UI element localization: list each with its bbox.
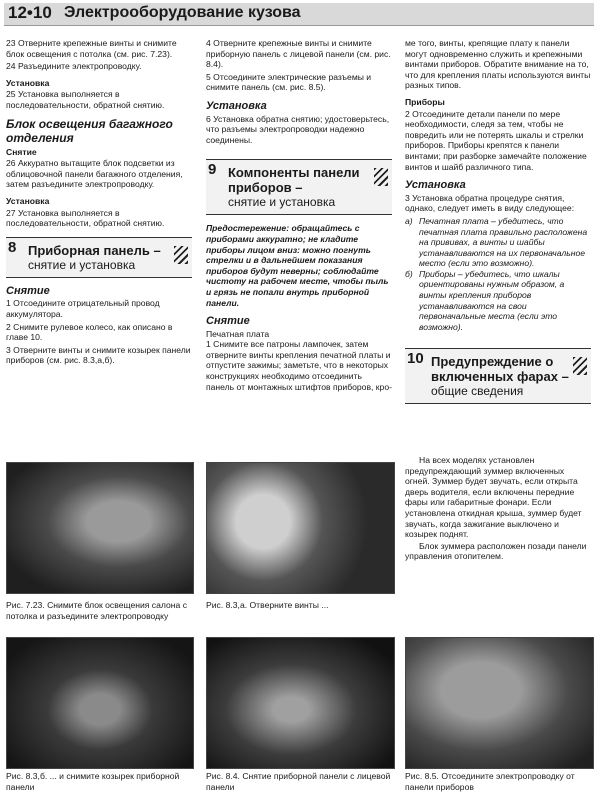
column-1 [6, 38, 192, 368]
section-number: 8 [8, 238, 17, 256]
paragraph: 25 Установка выполняется в последовательности, обратной снятию. [6, 89, 165, 110]
paragraph: 2 Отсоедините детали панели по мере необходимости, следя за тем, чтобы не повредить или не потерять шкалы и стрелки приборов. Приборы крепятся к панели винтами; при разборке замечайте положение винтов и шайб различного типа. [405, 108, 587, 172]
paragraph: 6 Установка обратна снятию; удостоверьтесь, что разъемы электропроводки надежно соединены. [206, 113, 390, 145]
paragraph: Блок зуммера расположен позади панели управления отопителем. [405, 540, 587, 562]
list-text: Приборы – убедитесь, что шкалы ориентированы нужным образом, а винты крепления приборов устанавливаются на свои первоначальные места (если это возможно). [419, 268, 565, 332]
list-key: б) [405, 268, 413, 279]
paragraph: На всех моделях установлен предупреждающий зуммер включенных огней. Зуммер будет звучать, если открыта дверь водителя, если включены передние фары или габаритные фонари. Если установлена откидная крыша, зуммер будет звучать, когда зажигание выключено и козырек поднят. [405, 455, 582, 540]
subheading: Снятие [6, 146, 37, 157]
list-item [405, 269, 591, 333]
subheading-board: Печатная плата [206, 328, 270, 339]
section-title: Приборная панель – [28, 242, 161, 258]
section-number: 10 [407, 350, 424, 368]
wrench-icon [174, 246, 188, 264]
figure-caption: Рис. 7.23. Снимите блок освещения салона с потолка и разъедините электропроводку [6, 600, 187, 621]
page-number: 12•10 [8, 3, 52, 22]
figure-caption: Рис. 8.3,б. ... и снимите козырек приборной панели [6, 771, 180, 792]
section-10-box [405, 348, 591, 404]
column-2 [206, 38, 392, 394]
subheading: Установка [206, 99, 267, 112]
column-3-lower [405, 455, 591, 563]
figure-caption: Рис. 8.3,а. Отверните винты ... [206, 600, 329, 610]
column-3 [405, 38, 591, 410]
chapter-title: Электрооборудование кузова [64, 4, 301, 21]
paragraph: 1 Отсоедините отрицательный провод аккумулятора. [6, 298, 160, 319]
figure-caption: Рис. 8.4. Снятие приборной панели с лицевой панели [206, 771, 391, 792]
page-header [4, 3, 594, 26]
section-8-box [6, 237, 192, 278]
section-9-box [206, 159, 392, 215]
section-subtitle: снятие и установка [28, 257, 136, 272]
paragraph: ме того, винты, крепящие плату к панели могут одновременно служить и крепежными винтами приборов. Обратите внимание на то, что для крепления платы используются винты разных типов. [405, 38, 591, 91]
subheading: Снятие [6, 284, 50, 297]
subheading: Установка [6, 77, 50, 88]
paragraph: 26 Аккуратно вытащите блок подсветки из облицовочной панели багажного отделения, затем разъедините электропроводку. [6, 158, 183, 190]
figure-photo [6, 637, 194, 769]
figure-photo [405, 637, 594, 769]
section-number: 9 [208, 161, 217, 179]
figure-caption: Рис. 8.5. Отсоедините электропроводку от панели приборов [405, 771, 575, 792]
paragraph: 2 Снимите рулевое колесо, как описано в главе 10. [6, 321, 173, 343]
subheading: Установка [405, 179, 466, 192]
figure-photo [6, 462, 194, 594]
section-title: Компоненты панели приборов – [228, 165, 360, 196]
warning-note: Предостережение: обращайтесь с приборами аккуратно; не кладите приборы лицом вниз: можно погнуть стрелки и в дальнейшем показания приборов будут неверны; соблюдайте чистоту на рабочем месте, чтобы пыль и грязь не попали внутрь приборной панели. [206, 223, 389, 308]
wrench-icon [573, 357, 587, 375]
subheading: Приборы [405, 96, 445, 107]
paragraph: 3 Установка обратна процедуре снятия, однако, следует иметь в виду следующее: [405, 192, 575, 214]
section-subtitle: снятие и установка [228, 195, 336, 210]
section-title: Предупреждение о включенных фарах – [431, 354, 569, 385]
paragraph: 4 Отверните крепежные винты и снимите приборную панель с лицевой панели (см. рис. 8.4). [206, 38, 391, 70]
list-text: Печатная плата – убедитесь, что печатная плата правильно расположена на прививах, а винты и шайбы устанавливаются на их первоначальное место (если это возможно). [419, 215, 588, 269]
paragraph: 5 Отсоедините электрические разъемы и снимите панель (см. рис. 8.5). [206, 71, 372, 93]
subheading: Снятие [206, 315, 250, 328]
paragraph: 24 Разъедините электропроводку. [6, 61, 142, 72]
paragraph: 1 Снимите все патроны лампочек, затем отверните винты крепления печатной платы и отпустите зажимы; заметьте, что в некоторых конструкциях необходимо отсоединить панель от монтажных штифтов приборов, кро- [206, 339, 392, 392]
paragraph: 23 Отверните крепежные винты и снимите блок освещения с потолка (см. рис. 7.23). [6, 38, 177, 59]
section-subtitle: общие сведения [431, 384, 524, 399]
list-key: а) [405, 215, 413, 226]
figure-photo [206, 637, 395, 769]
list-item [405, 216, 591, 269]
paragraph: 27 Установка выполняется в последовательности, обратной снятию. [6, 207, 165, 229]
subheading: Установка [6, 195, 50, 206]
section-heading: Блок освещения багажного отделения [6, 116, 173, 145]
wrench-icon [374, 168, 388, 186]
figure-photo [206, 462, 395, 594]
paragraph: 3 Отверните винты и снимите козырек панели приборов (см. рис. 8.3,а,б). [6, 344, 191, 366]
